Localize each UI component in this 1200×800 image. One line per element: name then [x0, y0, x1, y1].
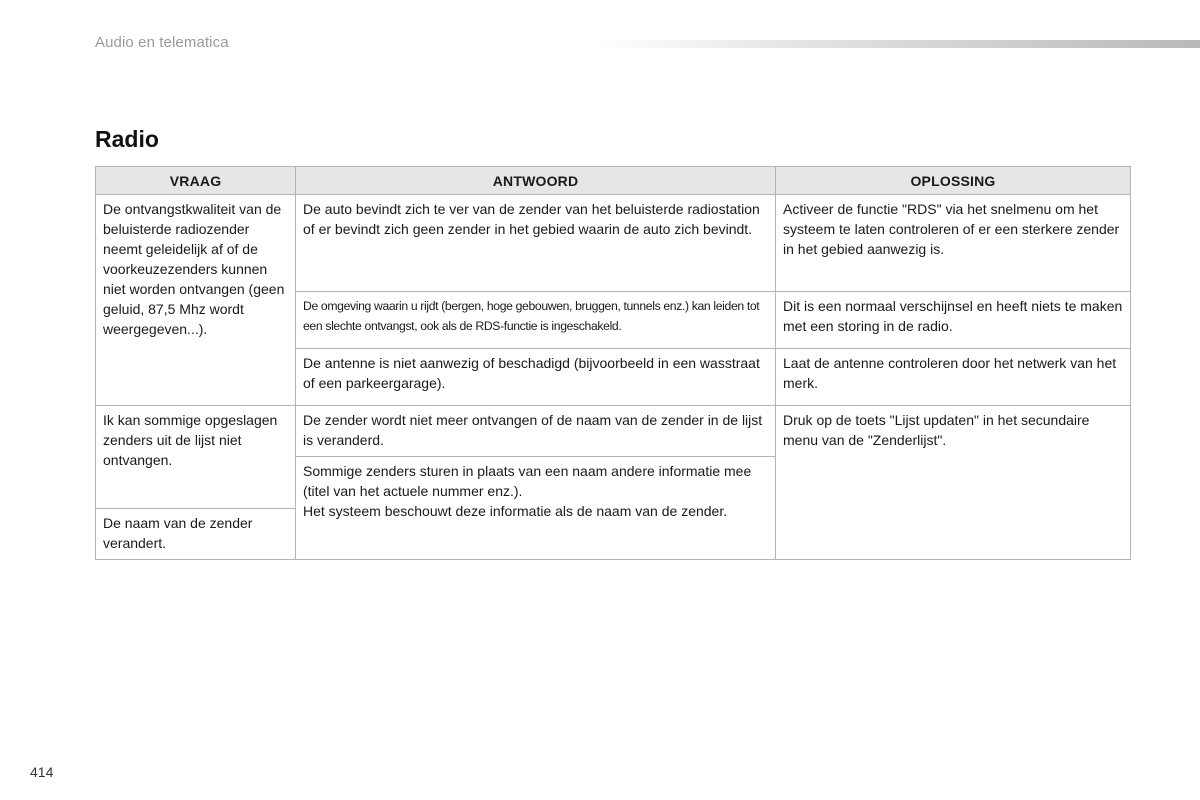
question-cell: De naam van de zender verandert. [96, 509, 296, 560]
answer-text-line: Het systeem beschouwt deze informatie als de naam van de zender. [303, 503, 728, 519]
answer-text-line: Sommige zenders sturen in plaats van een naam andere informatie mee (titel van het actuele nummer enz.). [303, 463, 752, 499]
solution-cell: Laat de antenne controleren door het netwerk van het merk. [776, 349, 1131, 406]
answer-cell: De zender wordt niet meer ontvangen of de naam van de zender in de lijst is veranderd. [296, 406, 776, 457]
answer-cell: De omgeving waarin u rijdt (bergen, hoge gebouwen, bruggen, tunnels enz.) kan leiden tot een slechte ontvangst, ook als de RDS-functie is ingeschakeld. [296, 292, 776, 349]
solution-cell: Druk op de toets "Lijst updaten" in het secundaire menu van de "Zenderlijst". [776, 406, 1131, 560]
question-cell: Ik kan sommige opgeslagen zenders uit de lijst niet ontvangen. [96, 406, 296, 509]
page-title: Radio [95, 126, 159, 152]
table-header-row [96, 167, 1131, 195]
answer-cell: De auto bevindt zich te ver van de zender van het beluisterde radiostation of er bevindt zich geen zender in het gebied waarin de auto zich bevindt. [296, 195, 776, 292]
faq-table [95, 166, 1131, 560]
answer-cell [296, 457, 776, 560]
table-row [96, 406, 1131, 457]
answer-cell: De antenne is niet aanwezig of beschadigd (bijvoorbeeld in een wasstraat of een parkeergarage). [296, 349, 776, 406]
question-cell: De ontvangstkwaliteit van de beluisterde radiozender neemt geleidelijk af of de voorkeuzezenders kunnen niet worden ontvangen (geen geluid, 87,5 Mhz wordt weergegeven...). [96, 195, 296, 406]
header-rule [600, 40, 1200, 48]
solution-cell: Dit is een normaal verschijnsel en heeft niets te maken met een storing in de radio. [776, 292, 1131, 349]
column-header-solution: OPLOSSING [776, 167, 1131, 195]
table-row [96, 195, 1131, 292]
section-header: Audio en telematica [95, 34, 229, 51]
column-header-answer: ANTWOORD [296, 167, 776, 195]
page-number: 414 [30, 764, 54, 780]
column-header-question: VRAAG [96, 167, 296, 195]
solution-cell: Activeer de functie "RDS" via het snelmenu om het systeem te laten controleren of er een sterkere zender in het gebied aanwezig is. [776, 195, 1131, 292]
